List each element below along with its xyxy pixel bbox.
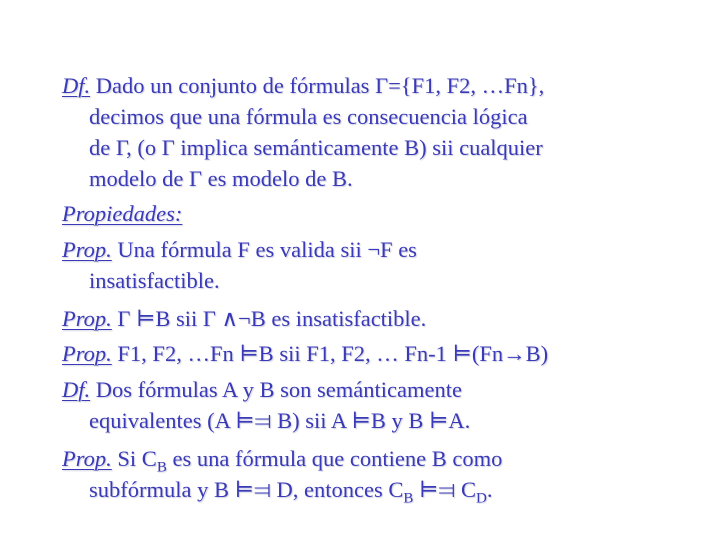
text-line: de Γ, (o Γ implica semánticamente B) sii cualquier xyxy=(89,135,543,160)
text-segment: subfórmula y B ⊨⫤ D, entonces C xyxy=(89,477,404,502)
text-line: equivalentes (A ⊨⫤ B) sii A ⊨B y B ⊨A. xyxy=(89,408,471,433)
text-segment: ⊨⫤ C xyxy=(413,477,476,502)
subscript: B xyxy=(156,459,167,476)
text-segment: . xyxy=(486,477,493,502)
prop-label: Prop. xyxy=(62,341,112,366)
subscript: D xyxy=(476,490,487,507)
df-label: Df. xyxy=(62,377,91,402)
property-unsatisfiable xyxy=(62,303,702,334)
prop-label: Prop. xyxy=(62,306,112,331)
text-line: decimos que una fórmula es consecuencia lógica xyxy=(89,104,528,129)
text-line: Γ ⊨B sii Γ ∧¬B es insatisfactible. xyxy=(111,306,427,331)
df-label: Df. xyxy=(62,73,91,98)
text-line: Dos fórmulas A y B son semánticamente xyxy=(90,377,462,402)
property-validity xyxy=(62,234,702,296)
prop-label: Prop. xyxy=(62,237,112,262)
subscript: B xyxy=(403,490,414,507)
text-segment: Si C xyxy=(111,446,157,471)
text-line: Dado un conjunto de fórmulas Γ={F1, F2, …Fn}, xyxy=(90,73,545,98)
properties-label: Propiedades: xyxy=(62,201,183,226)
text-segment: es una fórmula que contiene B como xyxy=(166,446,503,471)
definition-logical-consequence xyxy=(62,70,702,194)
prop-label: Prop. xyxy=(62,446,112,471)
text-line: modelo de Γ es modelo de B. xyxy=(89,166,353,191)
property-substitution xyxy=(62,443,702,505)
definition-equivalence xyxy=(62,374,702,436)
text-line: insatisfactible. xyxy=(89,268,220,293)
property-deduction xyxy=(62,338,702,369)
text-line: Una fórmula F es valida sii ¬F es xyxy=(111,237,417,262)
text-line: F1, F2, …Fn ⊨B sii F1, F2, … Fn-1 ⊨(Fn→B) xyxy=(111,341,549,366)
properties-heading xyxy=(62,198,702,229)
